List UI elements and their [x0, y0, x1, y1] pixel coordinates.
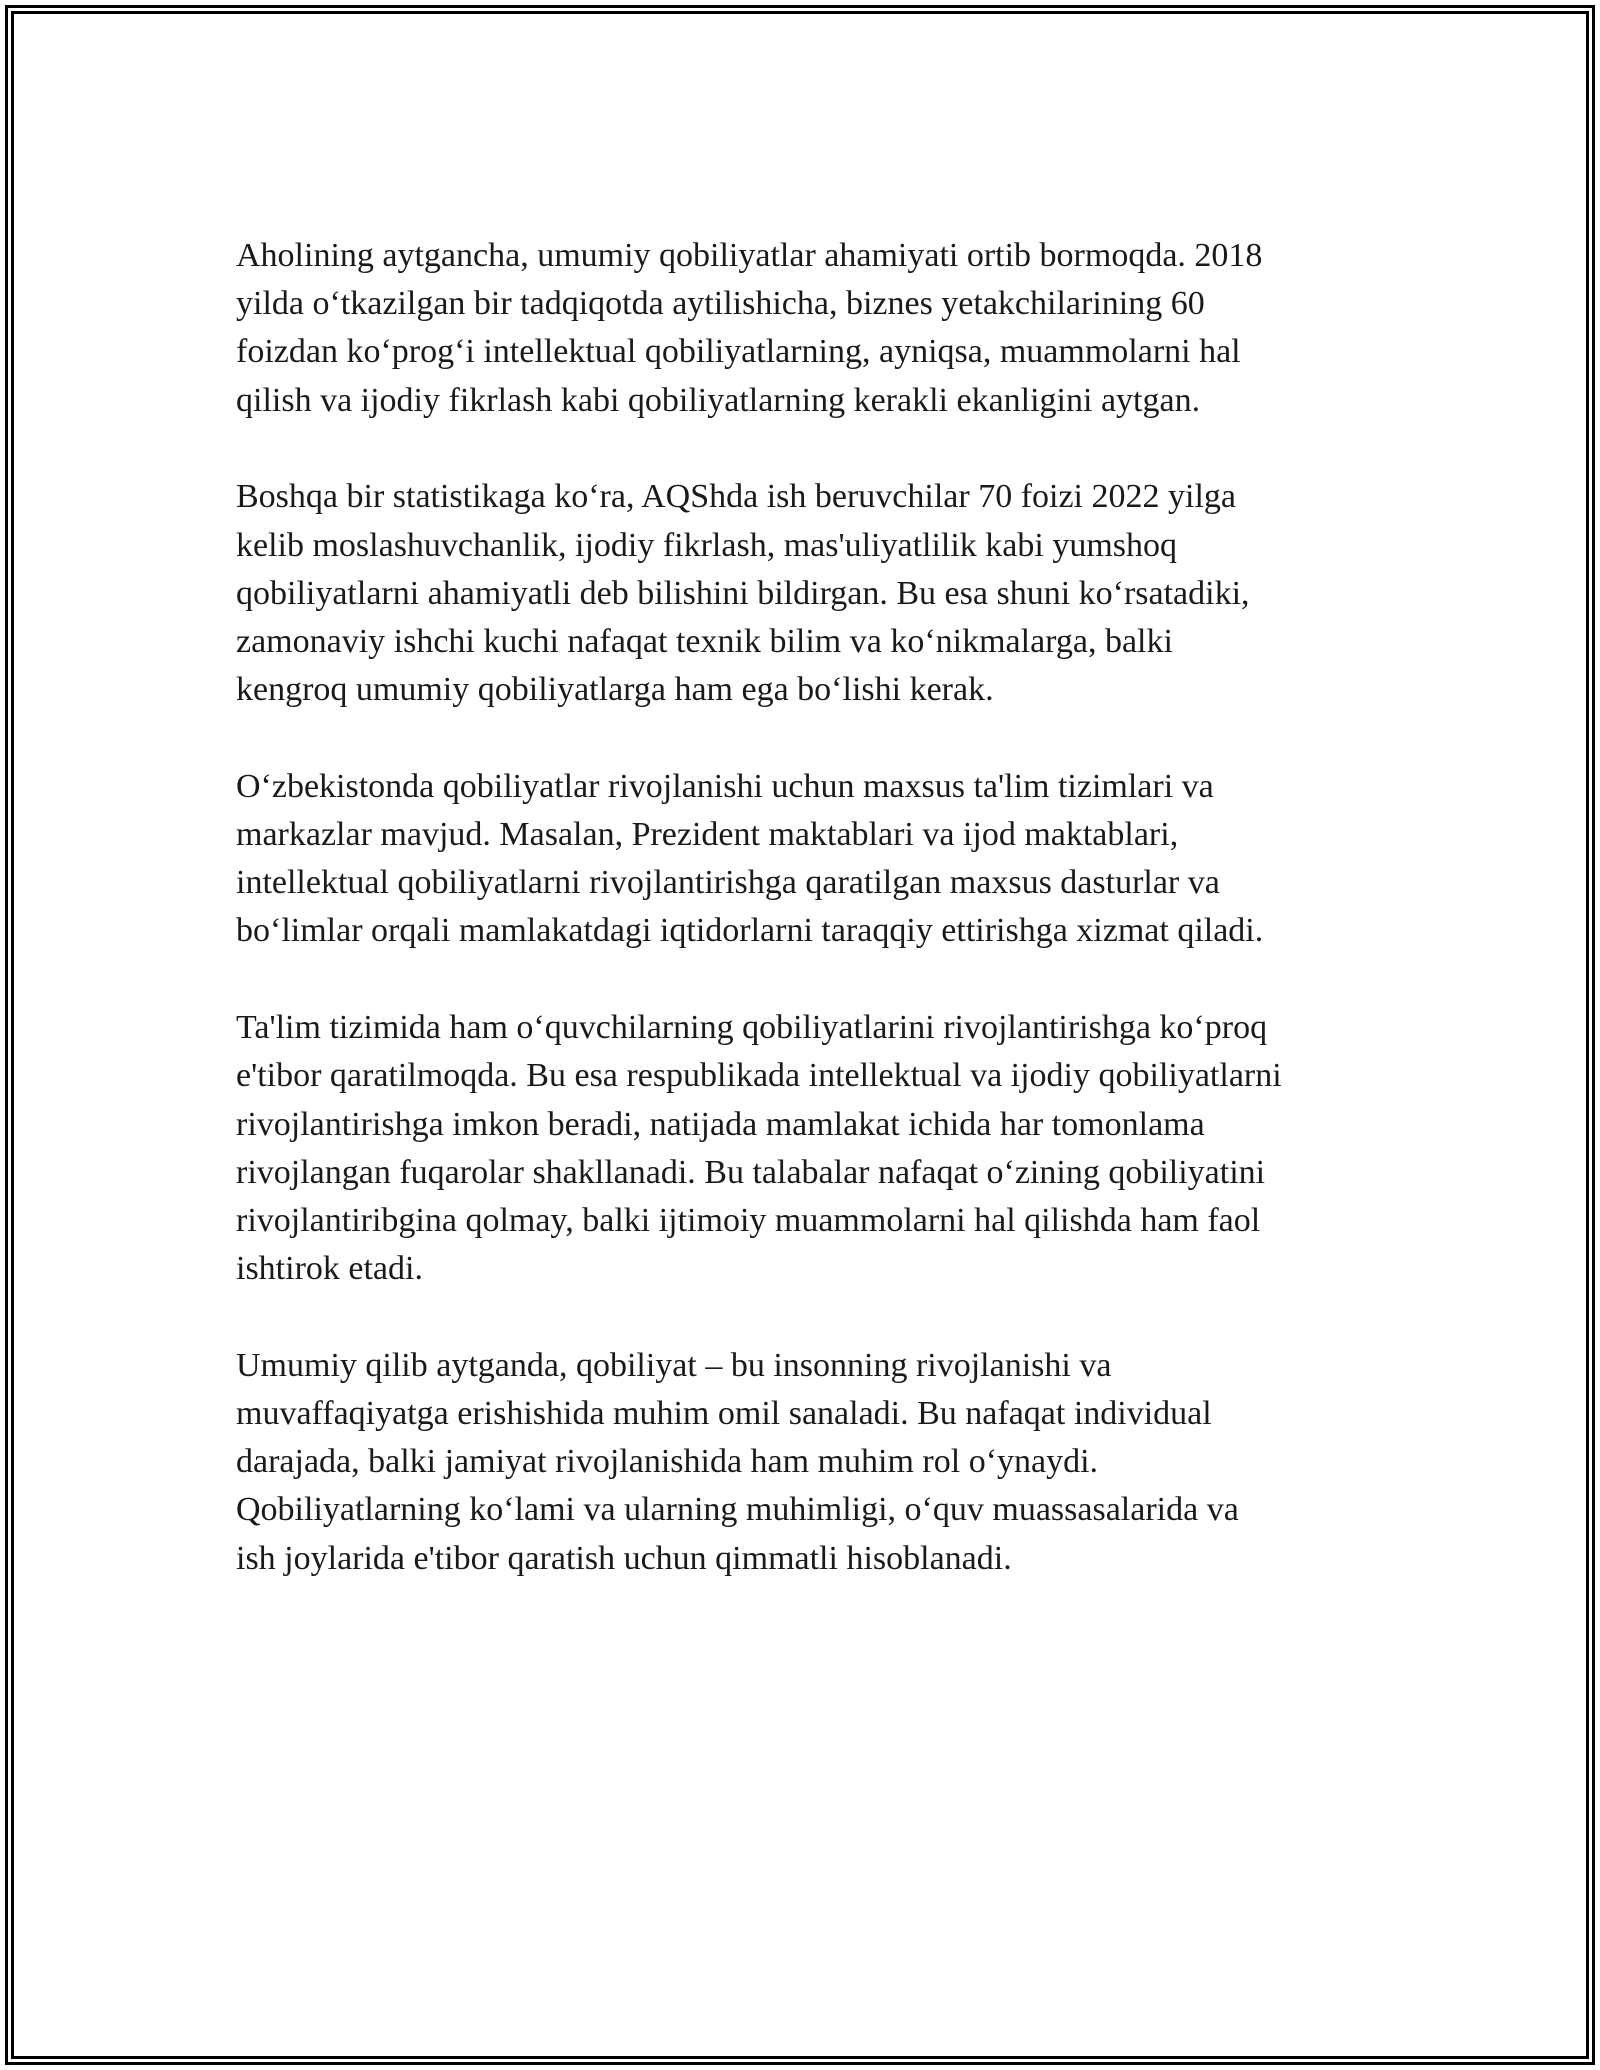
- paragraph-4: Ta'lim tizimida ham o‘quvchilarning qobiliyatlarini rivojlantirishga ko‘proq e'tibor qaratilmoqda. Bu esa respublikada intellektual va ijodiy qobiliyatlarni rivojlantirishga imkon beradi, natijada mamlakat ichida har tomonlama rivojlangan fuqarolar shakllanadi. Bu talabalar nafaqat o‘zining qobiliyatini rivojlantiribgina qolmay, balki ijtimoiy muammolarni hal qilishda ham faol ishtirok etadi.: [236, 1009, 1282, 1288]
- document-body: [236, 232, 1386, 1631]
- paragraph-1: Aholining aytgancha, umumiy qobiliyatlar ahamiyati ortib bormoqda. 2018 yilda o‘tkazilgan bir tadqiqotda aytilishicha, biznes yetakchilarining 60 foizdan ko‘prog‘i intellektual qobiliyatlarning, ayniqsa, muammolarni hal qilish va ijodiy fikrlash kabi qobiliyatlarning kerakli ekanligini aytgan.: [236, 237, 1263, 419]
- paragraph-3: O‘zbekistonda qobiliyatlar rivojlanishi uchun maxsus ta'lim tizimlari va markazlar mavjud. Masalan, Prezident maktablari va ijod maktablari, intellektual qobiliyatlarni rivojlantirishga qaratilgan maxsus dasturlar va bo‘limlar orqali mamlakatdagi iqtidorlarni taraqqiy ettirishga xizmat qiladi.: [236, 767, 1264, 950]
- paragraph-5: Umumiy qilib aytganda, qobiliyat – bu insonning rivojlanishi va muvaffaqiyatga erishishida muhim omil sanaladi. Bu nafaqat individual darajada, balki jamiyat rivojlanishida ham muhim rol o‘ynaydi. Qobiliyatlarning ko‘lami va ularning muhimligi, o‘quv muassasalarida va ish joylarida e'tibor qaratish uchun qimmatli hisoblanadi.: [236, 1346, 1239, 1577]
- paragraph-2: Boshqa bir statistikaga ko‘ra, AQShda ish beruvchilar 70 foizi 2022 yilga kelib moslashuvchanlik, ijodiy fikrlash, mas'uliyatlilik kabi yumshoq qobiliyatlarni ahamiyatli deb bilishini bildirgan. Bu esa shuni ko‘rsatadiki, zamonaviy ishchi kuchi nafaqat texnik bilim va ko‘nikmalarga, balki kengroq umumiy qobiliyatlarga ham ega bo‘lishi kerak.: [236, 478, 1250, 709]
